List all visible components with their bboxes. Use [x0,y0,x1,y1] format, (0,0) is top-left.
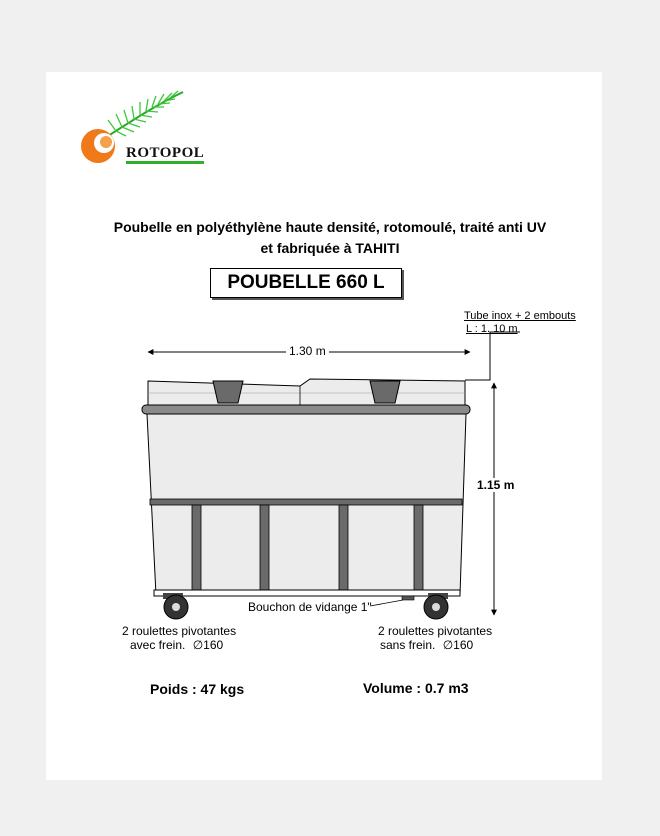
right-wheel-diameter: 160 [453,638,474,652]
tube-note-line-1: Tube inox + 2 embouts [464,310,576,322]
left-wheel-brake: avec frein. [130,638,186,652]
volume-spec: Volume : 0.7 m3 [363,680,469,696]
right-wheel-caption-2 [380,638,473,652]
height-label: 1.15 m [474,478,517,492]
left-wheel-caption-2 [130,638,223,652]
wheel-right [424,593,448,619]
bin-band [150,499,462,505]
right-wheel-caption-1: 2 roulettes pivotantes [378,624,493,638]
weight-spec: Poids : 47 kgs [150,681,245,697]
diameter-icon: ∅ [442,638,454,652]
drain-plug [402,596,414,600]
left-wheel-diameter: 160 [203,638,224,652]
product-title: POUBELLE 660 L [210,268,402,298]
drain-label: Bouchon de vidange 1" [248,600,372,614]
width-label: 1.30 m [286,344,329,358]
right-wheel-brake: sans frein. [380,638,436,652]
tube-note-line-2: L : 1. 10 m [466,323,518,335]
tube-leader-line [465,332,520,380]
bin-base [154,590,460,596]
bin-lid [148,379,465,405]
lid-handle-left [213,381,243,403]
description-line-2: et fabriquée à TAHITI [260,240,400,256]
drain-leader [370,600,403,606]
description-line-1: Poubelle en polyéthylène haute densité, rotomoulé, traité anti UV [113,219,547,235]
bin-rim [142,405,470,414]
left-wheel-caption-1: 2 roulettes pivotantes [122,624,237,638]
wheel-left [163,593,188,619]
lid-handle-right [370,381,400,403]
diameter-icon: ∅ [192,638,204,652]
brand-name: ROTOPOL [126,146,204,164]
